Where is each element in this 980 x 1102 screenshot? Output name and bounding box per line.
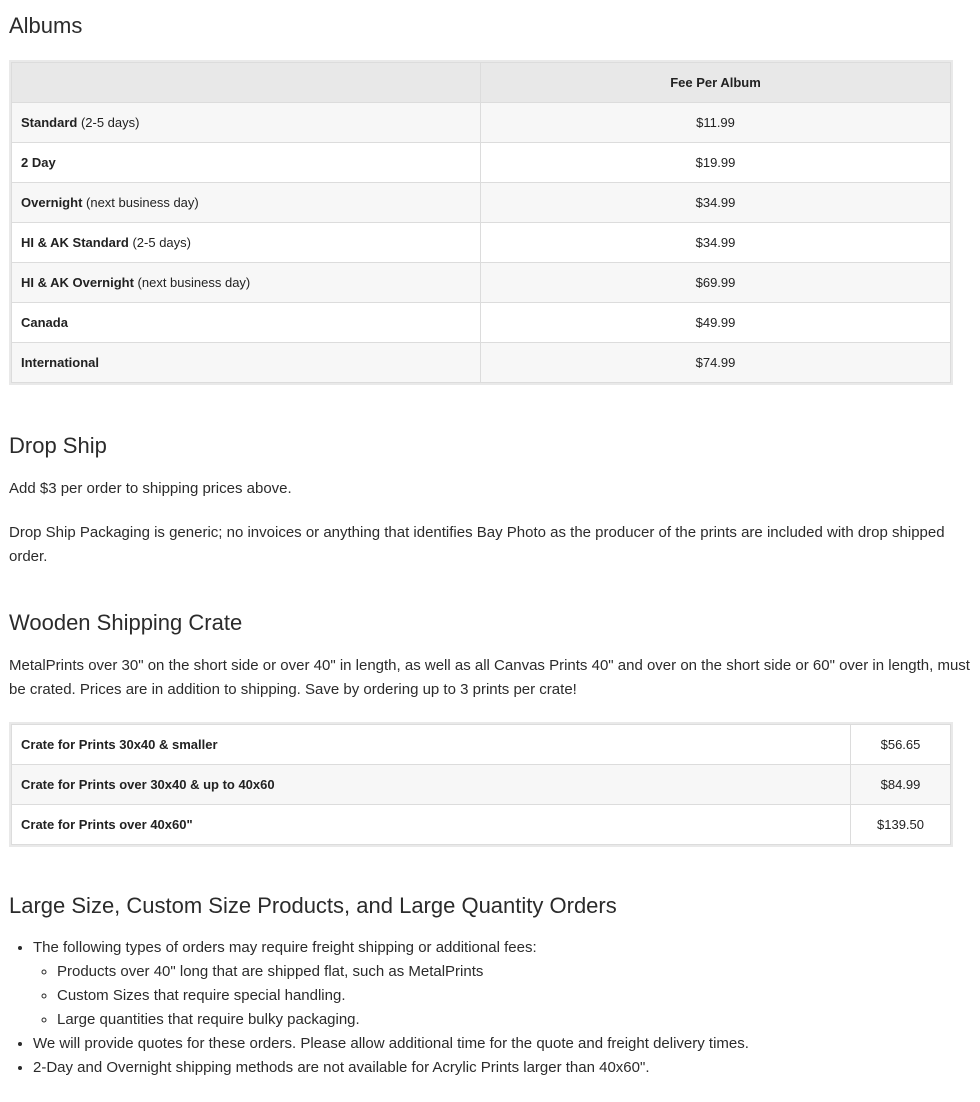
crate-price-cell: $84.99 bbox=[851, 765, 951, 805]
table-row bbox=[12, 343, 951, 383]
fee-cell: $11.99 bbox=[481, 103, 951, 143]
table-row bbox=[12, 223, 951, 263]
fee-cell: $19.99 bbox=[481, 143, 951, 183]
albums-table-wrapper bbox=[9, 60, 953, 385]
shipping-method-cell bbox=[12, 263, 481, 303]
albums-heading: Albums bbox=[9, 13, 83, 38]
list-item: • 2-Day and Overnight shipping methods are not available for Acrylic Prints larger than 40x60". bbox=[33, 1056, 971, 1080]
table-row bbox=[12, 765, 951, 805]
shipping-method-cell bbox=[12, 143, 481, 183]
fee-cell: $69.99 bbox=[481, 263, 951, 303]
table-row bbox=[12, 805, 951, 845]
crate-table bbox=[11, 724, 951, 845]
fee-cell: $74.99 bbox=[481, 343, 951, 383]
method-detail: (next business day) bbox=[133, 275, 251, 290]
crate-price-cell: $139.50 bbox=[851, 805, 951, 845]
crate-table-wrapper bbox=[9, 722, 953, 847]
method-name: Overnight bbox=[21, 195, 83, 210]
method-name: Standard bbox=[21, 115, 78, 130]
list-item: ◦ Products over 40" long that are shipped flat, such as MetalPrints bbox=[57, 960, 971, 984]
fee-cell: $34.99 bbox=[481, 223, 951, 263]
crate-name-cell: Crate for Prints 30x40 & smaller bbox=[12, 725, 851, 765]
freight-intro-text: The following types of orders may require freight shipping or additional fees: bbox=[33, 939, 537, 956]
albums-table-header-row bbox=[12, 63, 951, 103]
table-row bbox=[12, 103, 951, 143]
table-row bbox=[12, 725, 951, 765]
shipping-method-cell bbox=[12, 103, 481, 143]
drop-ship-packaging-text: Drop Ship Packaging is generic; no invoices or anything that identifies Bay Photo as the producer of the prints are included with drop shipped order. bbox=[9, 524, 945, 565]
method-name: 2 Day bbox=[21, 155, 56, 170]
table-row bbox=[12, 143, 951, 183]
crate-name-cell: Crate for Prints over 40x60" bbox=[12, 805, 851, 845]
crate-heading: Wooden Shipping Crate bbox=[9, 610, 243, 635]
fee-cell: $34.99 bbox=[481, 183, 951, 223]
drop-ship-heading: Drop Ship bbox=[9, 433, 107, 458]
crate-name-cell: Crate for Prints over 30x40 & up to 40x60 bbox=[12, 765, 851, 805]
method-detail: (2-5 days) bbox=[128, 235, 191, 250]
fee-cell: $49.99 bbox=[481, 303, 951, 343]
shipping-method-cell bbox=[12, 223, 481, 263]
table-row bbox=[12, 303, 951, 343]
list-item: ◦ Large quantities that require bulky packaging. bbox=[57, 1008, 971, 1032]
large-orders-heading: Large Size, Custom Size Products, and Large Quantity Orders bbox=[9, 893, 617, 918]
drop-ship-fee-text: Add $3 per order to shipping prices above. bbox=[9, 480, 292, 497]
list-item: ◦ Custom Sizes that require special handling. bbox=[57, 984, 971, 1008]
method-name: Canada bbox=[21, 315, 68, 330]
table-row bbox=[12, 263, 951, 303]
list-item bbox=[33, 936, 971, 1032]
albums-header-empty-cell bbox=[12, 63, 481, 103]
fee-per-album-header: Fee Per Album bbox=[481, 63, 951, 103]
shipping-method-cell bbox=[12, 303, 481, 343]
albums-table bbox=[11, 62, 951, 383]
table-row bbox=[12, 183, 951, 223]
list-item: • We will provide quotes for these orders. Please allow additional time for the quote and freight delivery times. bbox=[33, 1032, 971, 1056]
method-name: HI & AK Standard bbox=[21, 235, 129, 250]
crate-description: MetalPrints over 30" on the short side or over 40" in length, as well as all Canvas Prints 40" and over on the short side or 60" over in length, must be crated. Prices are in addition to shipping. Save by ordering up to 3 prints per crate! bbox=[9, 657, 970, 698]
shipping-method-cell bbox=[12, 183, 481, 223]
method-name: HI & AK Overnight bbox=[21, 275, 134, 290]
method-detail: (2-5 days) bbox=[77, 115, 140, 130]
large-orders-list bbox=[9, 936, 971, 1080]
freight-sublist bbox=[33, 960, 971, 1032]
method-name: International bbox=[21, 355, 100, 370]
crate-price-cell: $56.65 bbox=[851, 725, 951, 765]
shipping-method-cell bbox=[12, 343, 481, 383]
method-detail: (next business day) bbox=[82, 195, 199, 210]
